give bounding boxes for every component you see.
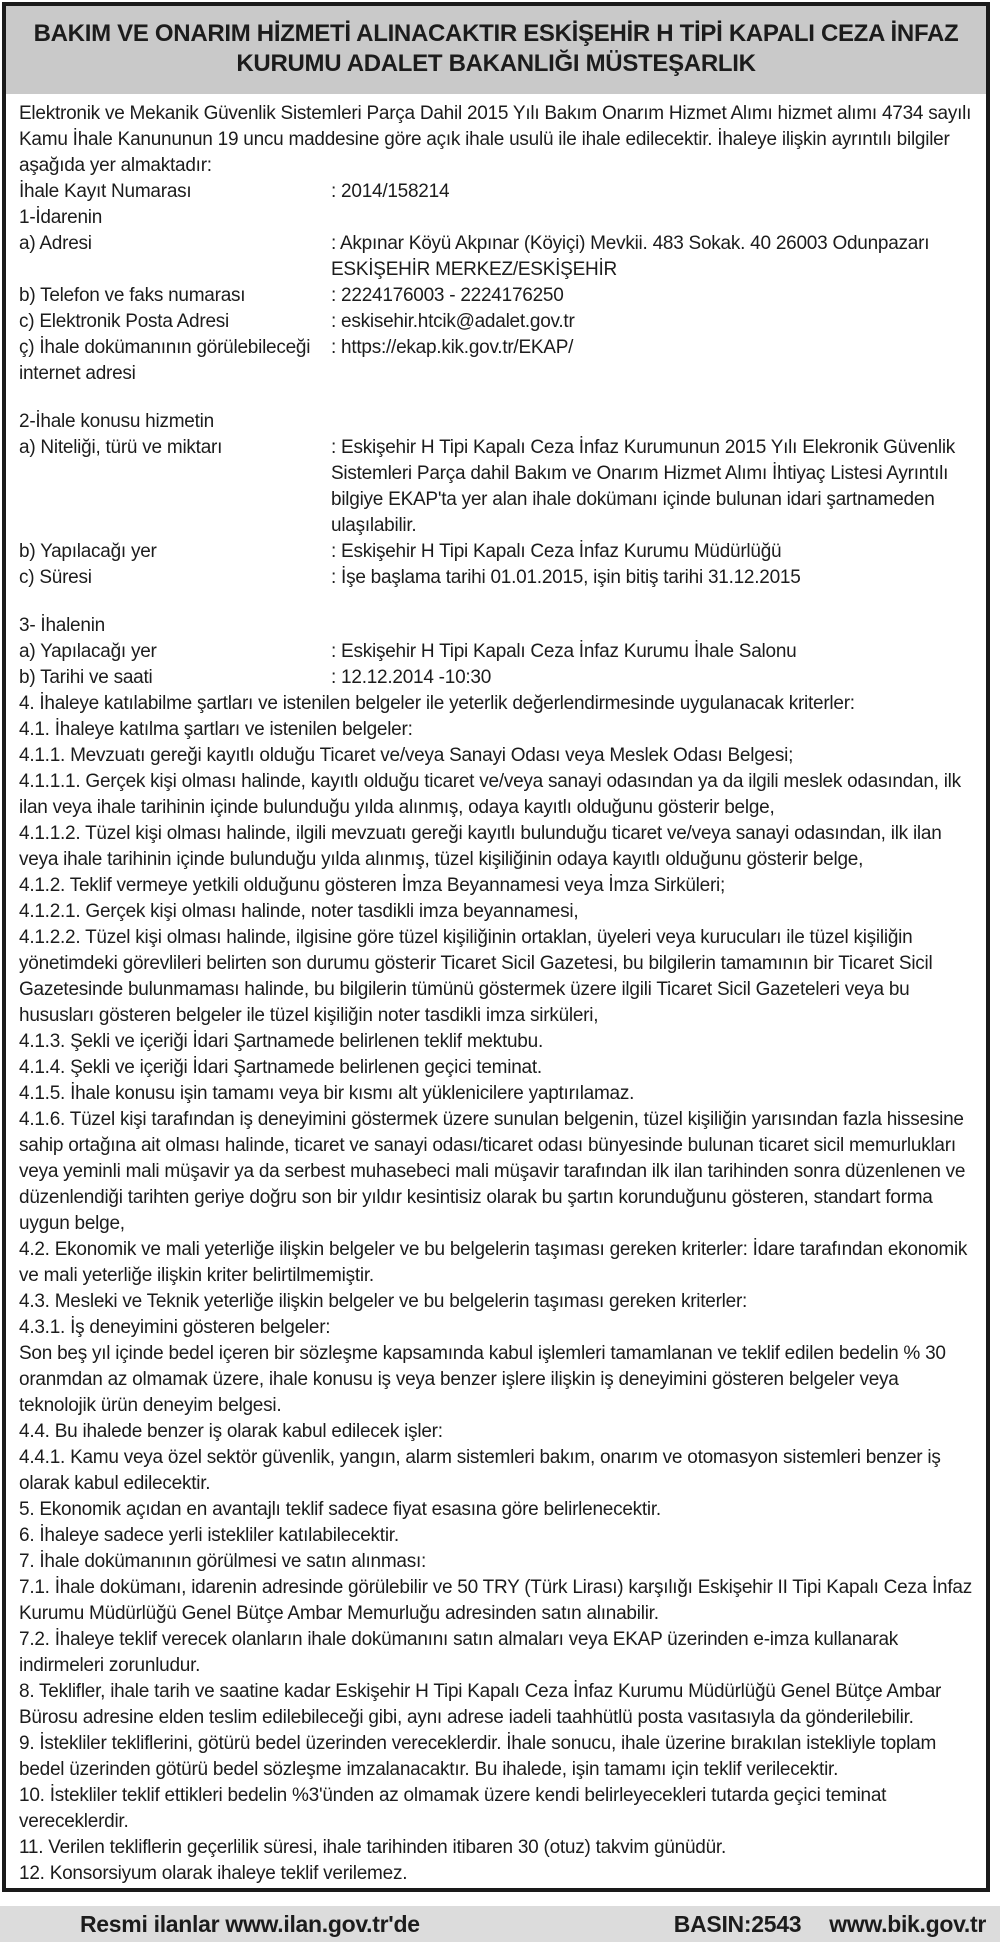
- info-row: [19, 435, 973, 539]
- paragraph: 4. İhaleye katılabilme şartları ve istenilen belgeler ile yeterlik değerlendirmesinde uygulanacak kriterler:: [19, 693, 855, 714]
- info-label: İhale Kayıt Numarası: [19, 181, 192, 202]
- info-label: c) Elektronik Posta Adresi: [19, 311, 229, 332]
- paragraph: 4.1.5. İhale konusu işin tamamı veya bir kısmı alt yüklenicilere yaptırılamaz.: [19, 1083, 635, 1104]
- info-table: [19, 179, 973, 691]
- footer-right-group: [674, 1911, 986, 1938]
- paragraph: 4.1.2.2. Tüzel kişi olması halinde, ilgisine göre tüzel kişiliğinin ortaklan, üyeleri veya kurucuları ile tüzel kişiliğin yönetimdeki görevlileri belirten son durumu gösterir Ticaret Sicil Gazetesi, bu bilgilerin tamamının bir Ticaret Sicil Gazetesinde bulunmaması halinde, bu bilgilerin tümünü göstermek üzere ilgili Ticaret Sicil Gazeteleri veya bu hususları gösteren belgeler ile tüzel kişiliğin noter tasdikli imza sirküleri,: [19, 927, 933, 1026]
- paragraph: 7.1. İhale dokümanı, idarenin adresinde görülebilir ve 50 TRY (Türk Lirası) karşılığı Eskişehir II Tipi Kapalı Ceza İnfaz Kurumu Müdürlüğü Genel Bütçe Ambar Memurluğu adresinden satın alınabilir.: [19, 1577, 972, 1624]
- paragraph: 7.2. İhaleye teklif verecek olanların ihale dokümanını satın almaları veya EKAP üzerinden e-imza kullanarak indirmeleri zorunludur.: [19, 1629, 899, 1676]
- paragraph: 7. İhale dokümanının görülmesi ve satın alınması:: [19, 1551, 427, 1572]
- paragraph: 4.3.1. İş deneyimini gösteren belgeler:: [19, 1317, 331, 1338]
- info-row: [19, 639, 973, 665]
- info-value: : https://ekap.kik.gov.tr/EKAP/: [331, 337, 574, 358]
- footer-bar: [0, 1906, 1000, 1942]
- info-value: : Eskişehir H Tipi Kapalı Ceza İnfaz Kurumu Müdürlüğü: [331, 541, 782, 562]
- paragraph: 4.1.1.2. Tüzel kişi olması halinde, ilgili mevzuatı gereği kayıtlı bulunduğu ticaret ve/veya sanayi odasından, ilk ilan veya ihale tarihinin içinde bulunduğu yılda alınmış, tüzel kişiliğinin odaya kayıtlı olduğunu gösterir belge,: [19, 823, 942, 870]
- paragraph: 5. Ekonomik açıdan en avantajlı teklif sadece fiyat esasına göre belirlenecektir.: [19, 1499, 661, 1520]
- paragraph: 4.3. Mesleki ve Teknik yeterliğe ilişkin belgeler ve bu belgelerin taşıması gereken kriterler:: [19, 1291, 748, 1312]
- paragraph: 4.1.1. Mevzuatı gereği kayıtlı olduğu Ticaret ve/veya Sanayi Odası veya Meslek Odası Belgesi;: [19, 745, 794, 766]
- info-section-heading: 1-İdarenin: [19, 207, 103, 228]
- info-row: [19, 231, 973, 283]
- paragraph: 4.1.2.1. Gerçek kişi olması halinde, noter tasdikli imza beyannamesi,: [19, 901, 579, 922]
- paragraph: 9. İstekliler tekliflerini, götürü bedel üzerinden vereceklerdir. İhale sonucu, ihale üzerine bırakılan istekliyle toplam bedel üzerinden götürü bedel sözleşme imzalanacaktır. Bu ihalede, işin tamamı için teklif verilecektir.: [19, 1733, 937, 1780]
- paragraph: 4.4. Bu ihalede benzer iş olarak kabul edilecek işler:: [19, 1421, 443, 1442]
- notice-body: [6, 94, 986, 1892]
- info-row: [19, 335, 973, 387]
- paragraph: 4.2. Ekonomik ve mali yeterliğe ilişkin belgeler ve bu belgelerin taşıması gereken kriterler: İdare tarafından ekonomik ve mali yeterliğe ilişkin kriter belirtilmemiştir.: [19, 1239, 968, 1286]
- notice-frame: [2, 2, 990, 1892]
- spacer: [19, 591, 973, 613]
- info-value: : eskisehir.htcik@adalet.gov.tr: [331, 311, 575, 332]
- paragraph: [19, 1887, 973, 1892]
- paragraph: 4.4.1. Kamu veya özel sektör güvenlik, yangın, alarm sistemleri bakım, onarım ve otomasyon sistemleri benzer iş olarak kabul edilecektir.: [19, 1447, 941, 1494]
- info-value: : Eskişehir H Tipi Kapalı Ceza İnfaz Kurumu İhale Salonu: [331, 641, 797, 662]
- paragraph: 12. Konsorsiyum olarak ihaleye teklif verilemez.: [19, 1863, 408, 1884]
- info-row: [19, 309, 973, 335]
- paragraph: 4.1.2. Teklif vermeye yetkili olduğunu gösteren İmza Beyannamesi veya İmza Sirküleri;: [19, 875, 726, 896]
- info-row: [19, 179, 973, 205]
- footer-site-text: www.bik.gov.tr: [829, 1910, 986, 1937]
- info-label: b) Tarihi ve saati: [19, 667, 153, 688]
- info-value: : Eskişehir H Tipi Kapalı Ceza İnfaz Kurumunun 2015 Yılı Elekronik Güvenlik Sistemleri Parça dahil Bakım ve Onarım Hizmet Alımı İhtiyaç Listesi Ayrıntılı bilgiye EKAP'ta yer alan ihale dokümanı içinde bulunan idari şartnameden ulaşılabilir.: [331, 437, 956, 536]
- info-label: b) Telefon ve faks numarası: [19, 285, 246, 306]
- paragraph: 10. İstekliler teklif ettikleri bedelin %3'ünden az olmamak üzere kendi belirleyecekleri tutarda geçici teminat vereceklerdir.: [19, 1785, 887, 1832]
- paragraph: 11. Verilen tekliflerin geçerlilik süresi, ihale tarihinden itibaren 30 (otuz) takvim günüdür.: [19, 1837, 726, 1858]
- info-label: b) Yapılacağı yer: [19, 541, 157, 562]
- info-section-heading: 2-İhale konusu hizmetin: [19, 411, 214, 432]
- paragraph: 4.1. İhaleye katılma şartları ve istenilen belgeler:: [19, 719, 413, 740]
- info-row: [19, 565, 973, 591]
- info-value: : 2014/158214: [331, 181, 450, 202]
- info-row: [19, 665, 973, 691]
- info-value: : İşe başlama tarihi 01.01.2015, işin bitiş tarihi 31.12.2015: [331, 567, 801, 588]
- paragraph: 4.1.6. Tüzel kişi tarafından iş deneyimini göstermek üzere sunulan belgenin, tüzel kişiliğin yarısından fazla hissesine sahip ortağına ait olması halinde, ticaret ve sanayi odası/ticaret odası bünyesinde bulunan ticaret sicil memurlukları veya yeminli mali müşavir ya da serbest muhasebeci mali müşavir tarafından ilk ilan tarihinden sonra düzenlenen ve düzenlendiği tarihten geriye doğru son bir yıldır kesintisiz olarak bu şartın korunduğunu gösteren, standart forma uygun belge,: [19, 1109, 966, 1234]
- info-label: a) Yapılacağı yer: [19, 641, 157, 662]
- spacer: [19, 387, 973, 409]
- info-label: ç) İhale dokümanının görülebileceği internet adresi: [19, 337, 311, 384]
- basin-number: BASIN:2543: [673, 1910, 802, 1937]
- info-section-heading: 3- İhalenin: [19, 615, 105, 636]
- info-label: a) Niteliği, türü ve miktarı: [19, 437, 223, 458]
- paragraph: 4.1.3. Şekli ve içeriği İdari Şartnamede belirlenen teklif mektubu.: [19, 1031, 543, 1052]
- footer-left-text: Resmi ilanlar www.ilan.gov.tr'de: [80, 1910, 420, 1937]
- info-value: : 12.12.2014 -10:30: [331, 667, 492, 688]
- intro-paragraph: Elektronik ve Mekanik Güvenlik Sistemleri Parça Dahil 2015 Yılı Bakım Onarım Hizmet Alımı hizmet alımı 4734 sayılı Kamu İhale Kanununun 19 uncu maddesine göre açık ihale usulü ile ihale edilecektir. İhaleye ilişkin ayrıntılı bilgiler aşağıda yer almaktadır:: [19, 103, 972, 176]
- info-row: [19, 283, 973, 309]
- paragraph: 8. Teklifler, ihale tarih ve saatine kadar Eskişehir H Tipi Kapalı Ceza İnfaz Kurumu Müdürlüğü Genel Bütçe Ambar Bürosu adresine elden teslim edilebileceği gibi, aynı adrese iadeli taahhütlü posta vasıtasıyla da gönderilebilir.: [19, 1681, 942, 1728]
- paragraph: Son beş yıl içinde bedel içeren bir sözleşme kapsamında kabul işlemleri tamamlanan ve teklif edilen bedelin % 30 oranmdan az olmamak üzere, ihale konusu iş veya benzer işlere ilişkin iş deneyimini gösteren belgeler veya teknolojik ürün deneyim belgesi.: [19, 1343, 946, 1416]
- info-label: a) Adresi: [19, 233, 92, 254]
- paragraph: 4.1.4. Şekli ve içeriği İdari Şartnamede belirlenen geçici teminat.: [19, 1057, 542, 1078]
- info-row: [19, 539, 973, 565]
- notice-header: [6, 6, 986, 94]
- info-value: : Akpınar Köyü Akpınar (Köyiçi) Mevkii. 483 Sokak. 40 26003 Odunpazarı ESKİŞEHİR MERKEZ/ESKİŞEHİR: [331, 233, 930, 280]
- paragraph: 6. İhaleye sadece yerli istekliler katılabilecektir.: [19, 1525, 399, 1546]
- notice-title: BAKIM VE ONARIM HİZMETİ ALINACAKTIR ESKİŞEHİR H TİPİ KAPALI CEZA İNFAZ KURUMU ADALET BAKANLIĞI MÜSTEŞARLIK: [33, 20, 959, 77]
- paragraph: 4.1.1.1. Gerçek kişi olması halinde, kayıtlı olduğu ticaret ve/veya sanayi odasından ya da ilgili meslek odasından, ilk ilan veya ihale tarihinin içinde bulunduğu yılda alınmış, odaya kayıtlı olduğunu gösterir belge,: [19, 771, 961, 818]
- info-value: : 2224176003 - 2224176250: [331, 285, 564, 306]
- info-label: c) Süresi: [19, 567, 92, 588]
- notice-paragraphs: [19, 691, 973, 1892]
